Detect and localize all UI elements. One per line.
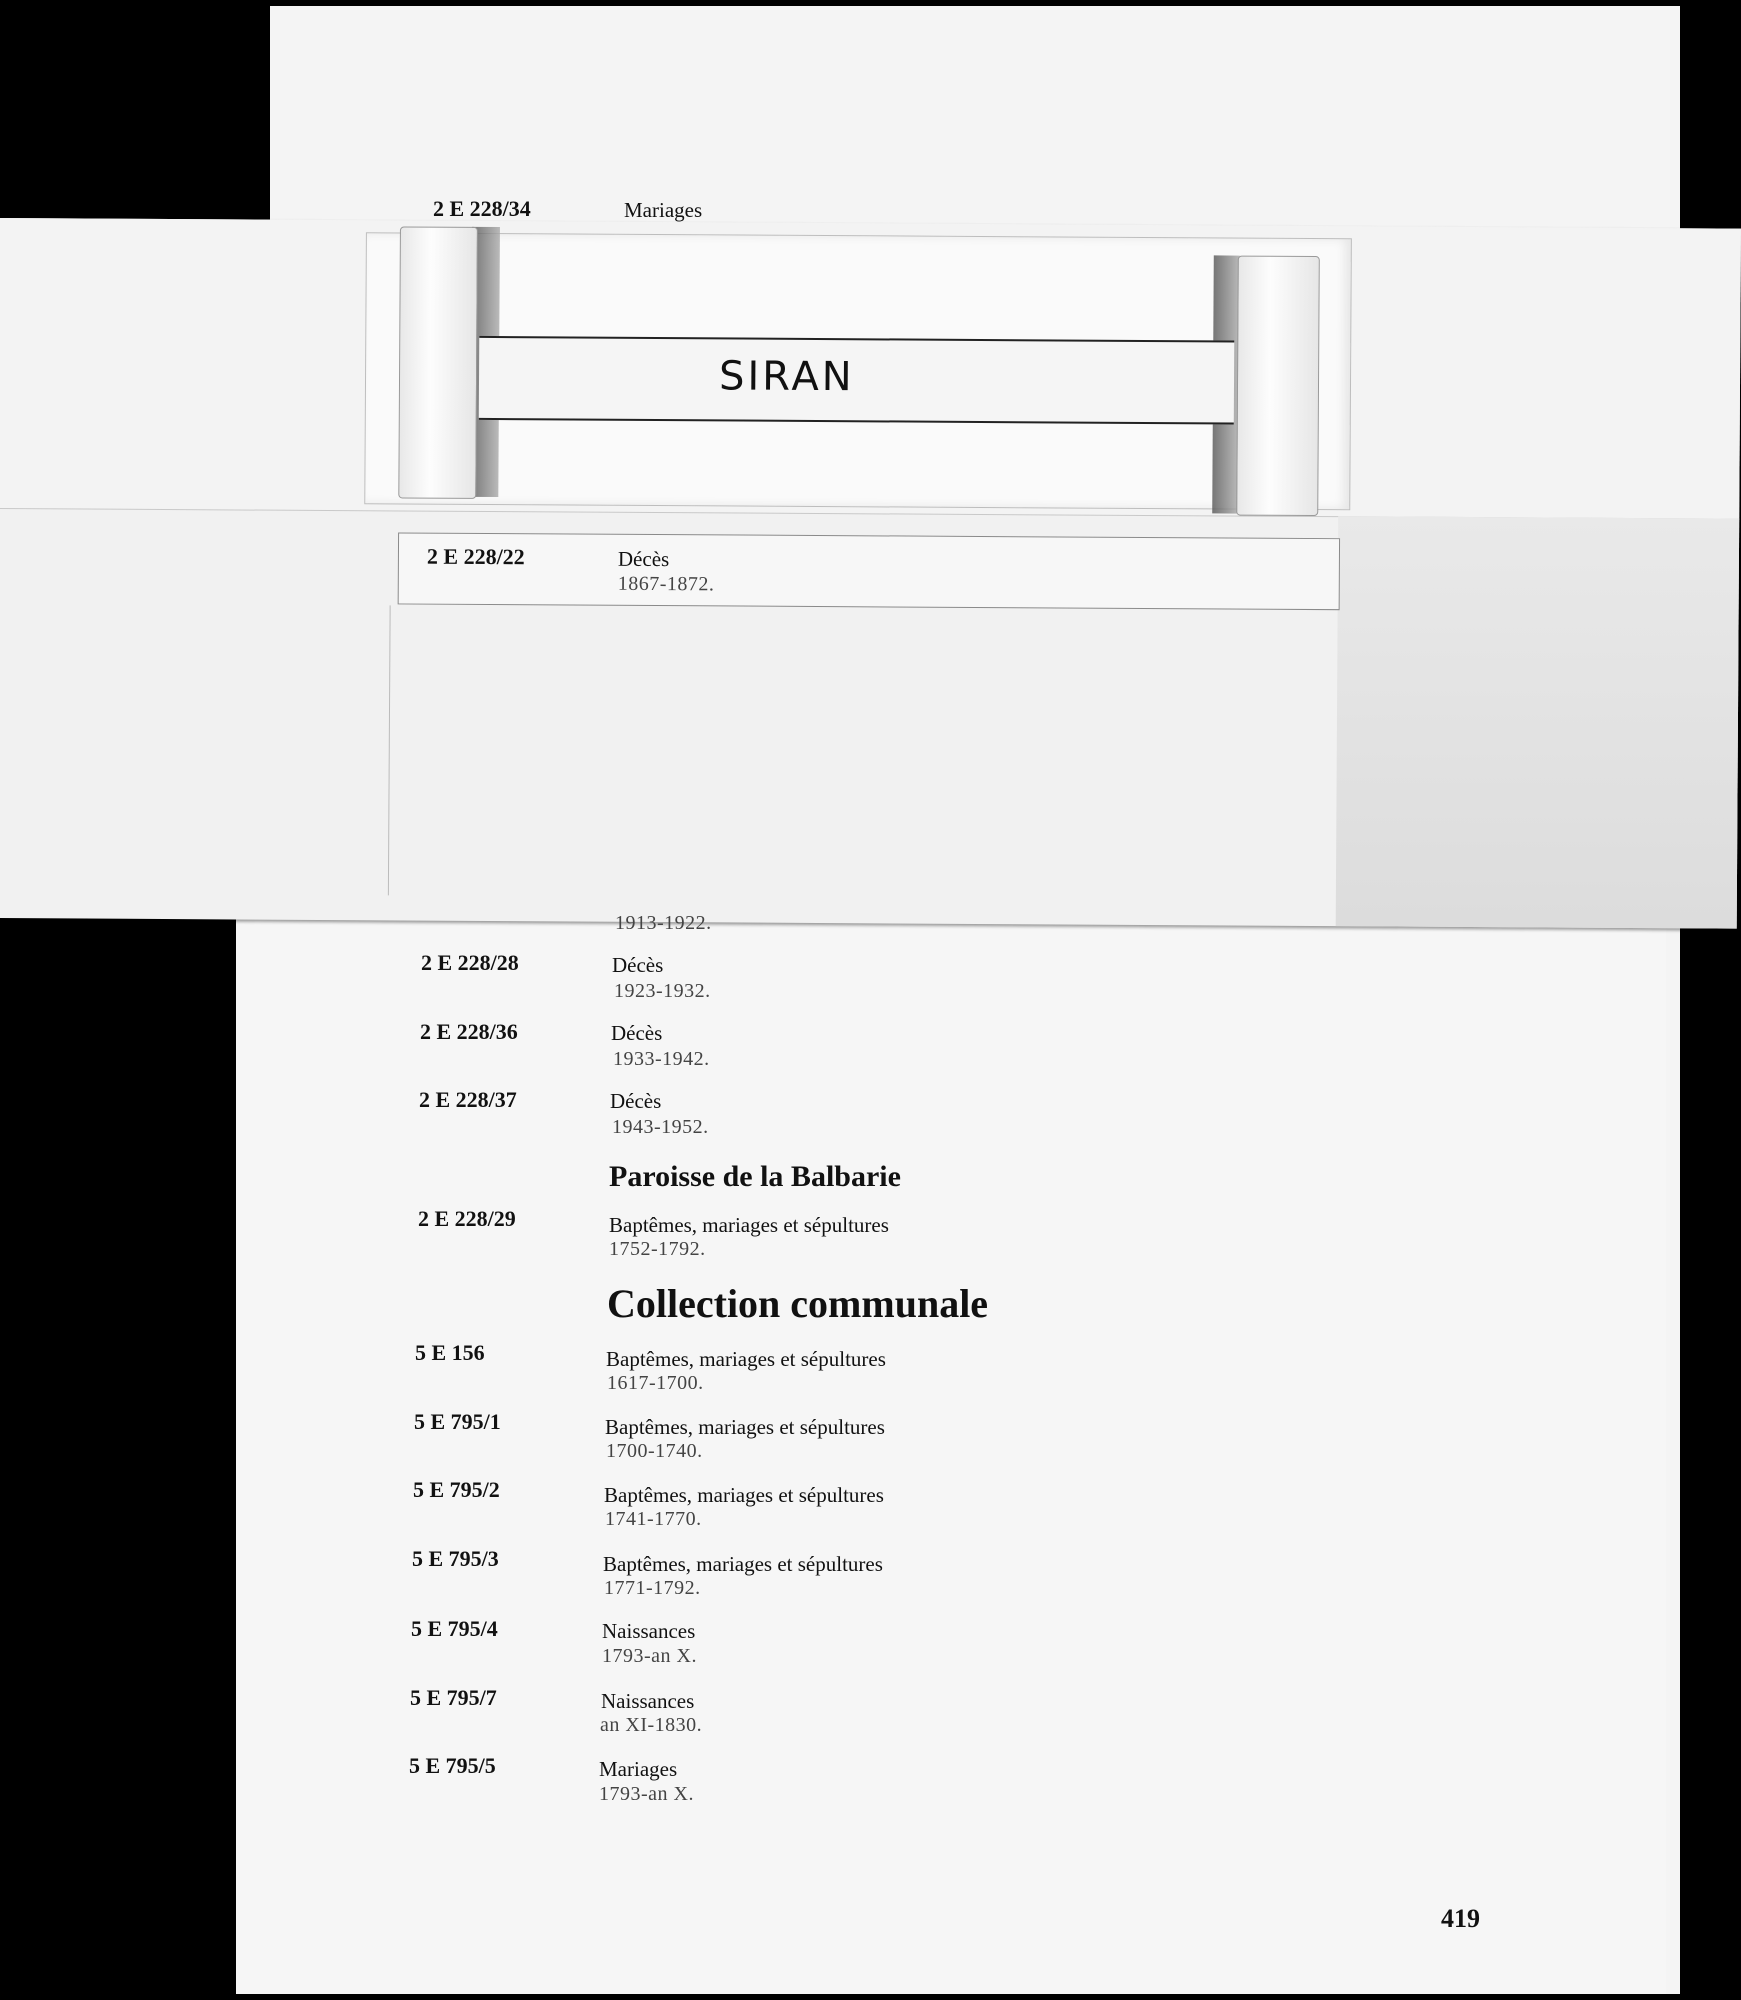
entry-kind: Baptêmes, mariages et sépultures [603,1552,883,1576]
entry-code: 2 E 228/29 [418,1206,516,1231]
entry-kind: Naissances [601,1689,695,1713]
entry-dates: 1923-1932. [614,980,711,1002]
overlay-entry-dates: 1867-1872. [617,572,715,596]
entry-kind: Baptêmes, mariages et sépultures [604,1483,884,1507]
entry-kind: Baptêmes, mariages et sépultures [605,1415,885,1439]
entry-code: 5 E 795/2 [413,1477,500,1502]
entry-code: 5 E 795/7 [410,1685,497,1710]
entry-kind: Décès [611,1021,663,1045]
entry-kind: Décès [612,953,664,977]
entry-dates: an XI-1830. [600,1714,703,1736]
clip-right [1236,256,1320,516]
entry-kind: Décès [610,1089,662,1113]
entry-code: 5 E 795/3 [412,1546,499,1571]
entry-dates: 1793-an X. [602,1645,697,1667]
entry-dates: 1700-1740. [606,1440,703,1462]
entry-code: 2 E 228/37 [419,1087,517,1112]
entry-code: 5 E 795/5 [409,1753,496,1778]
entry-kind: Baptêmes, mariages et sépultures [609,1213,889,1237]
entry-code: 5 E 795/4 [411,1616,498,1641]
entry-code-top: 2 E 228/34 [433,196,531,221]
entry-code: 2 E 228/36 [420,1019,518,1044]
overlay-entry-row [398,532,1340,610]
commune-label-strip [479,336,1234,425]
overlay-grey-area [1336,516,1739,928]
entry-dates: 1617-1700. [607,1372,704,1394]
partial-entry-dates: 1913-1922. [615,912,712,934]
entry-kind-top: Mariages [624,198,703,222]
overlay-entry-code: 2 E 228/22 [426,543,525,570]
entry-kind: Mariages [599,1757,678,1781]
section-title-collection: Collection communale [607,1281,989,1326]
entry-kind: Baptêmes, mariages et sépultures [606,1347,886,1371]
entry-kind: Naissances [602,1619,696,1643]
overlay-crease [388,605,391,895]
section-title-parish: Paroisse de la Balbarie [609,1160,901,1193]
entry-dates: 1752-1792. [609,1238,706,1260]
entry-dates: 1741-1770. [605,1508,702,1530]
page-number: 419 [1441,1904,1480,1933]
document-page-lower [236,880,1666,1994]
entry-code: 5 E 156 [415,1340,485,1365]
entry-dates: 1793-an X. [599,1783,694,1805]
clip-left [398,226,478,498]
commune-label: SIRAN [718,353,855,401]
entry-code: 5 E 795/1 [414,1409,501,1434]
overlay-card [0,218,1741,929]
overlay-entry-kind: Décès [617,546,670,572]
entry-dates: 1943-1952. [612,1116,709,1138]
entry-dates: 1933-1942. [613,1048,710,1070]
entry-code: 2 E 228/28 [421,950,519,975]
entry-dates: 1771-1792. [604,1577,701,1599]
